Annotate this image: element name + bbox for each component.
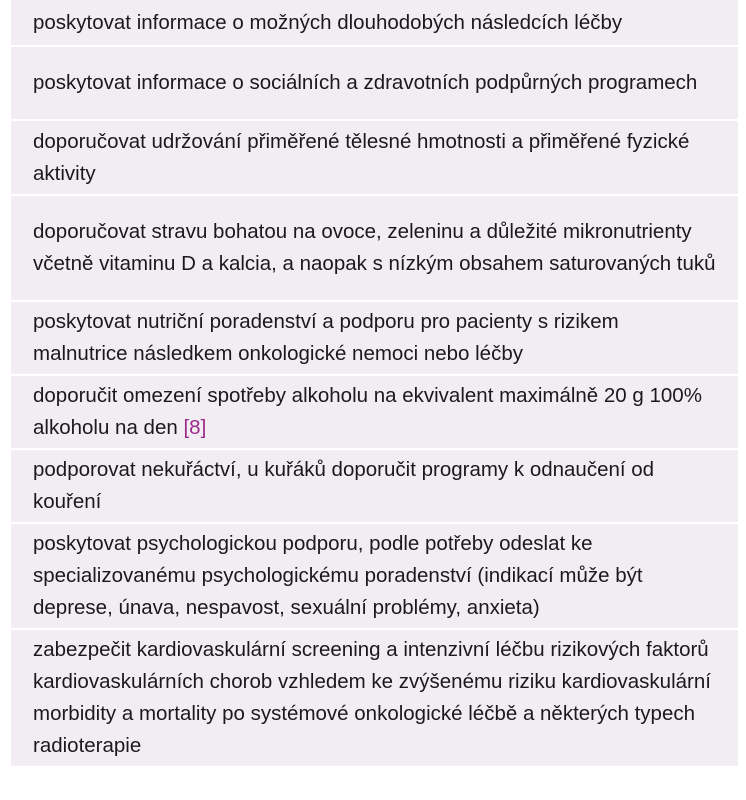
table-row [11, 302, 738, 376]
table-row [11, 121, 738, 196]
citation-link[interactable]: [8] [183, 416, 207, 439]
table-row [11, 47, 738, 121]
recommendations-table [11, 0, 738, 768]
table-row [11, 0, 738, 47]
row-text: poskytovat nutriční poradenství a podporu pro pacienty s rizikem malnutrice následkem onkologické nemoci nebo léčby [33, 310, 619, 365]
table-row [11, 196, 738, 302]
row-text: doporučovat stravu bohatou na ovoce, zeleninu a důležité mikronutrienty včetně vitaminu D a kalcia, a naopak s nízkým obsahem saturovaných tuků [33, 220, 716, 275]
row-text-with-citation [33, 380, 716, 444]
row-text: poskytovat informace o sociálních a zdravotních podpůrných programech [33, 71, 698, 94]
row-text: doporučit omezení spotřeby alkoholu na ekvivalent maximálně 20 g 100% alkoholu na den [33, 384, 702, 439]
table-row [11, 450, 738, 524]
table-row [11, 524, 738, 630]
row-text: poskytovat psychologickou podporu, podle potřeby odeslat ke specializovanému psychologickému poradenství (indikací může být deprese, únava, nespavost, sexuální problémy, anxieta) [33, 532, 643, 619]
row-text: podporovat nekuřáctví, u kuřáků doporučit programy k odnaučení od kouření [33, 458, 655, 513]
table-row [11, 376, 738, 450]
row-text: poskytovat informace o možných dlouhodobých následcích léčby [33, 10, 623, 34]
row-text: doporučovat udržování přiměřené tělesné hmotnosti a přiměřené fyzické aktivity [33, 129, 690, 185]
row-text: zabezpečit kardiovaskulární screening a intenzivní léčbu rizikových faktorů kardiovaskulárních chorob vzhledem ke zvýšenému riziku kardiovaskulární morbidity a mortality po systémové onkologické léčbě a některých typech radioterapie [33, 638, 711, 757]
table-row [11, 630, 738, 768]
